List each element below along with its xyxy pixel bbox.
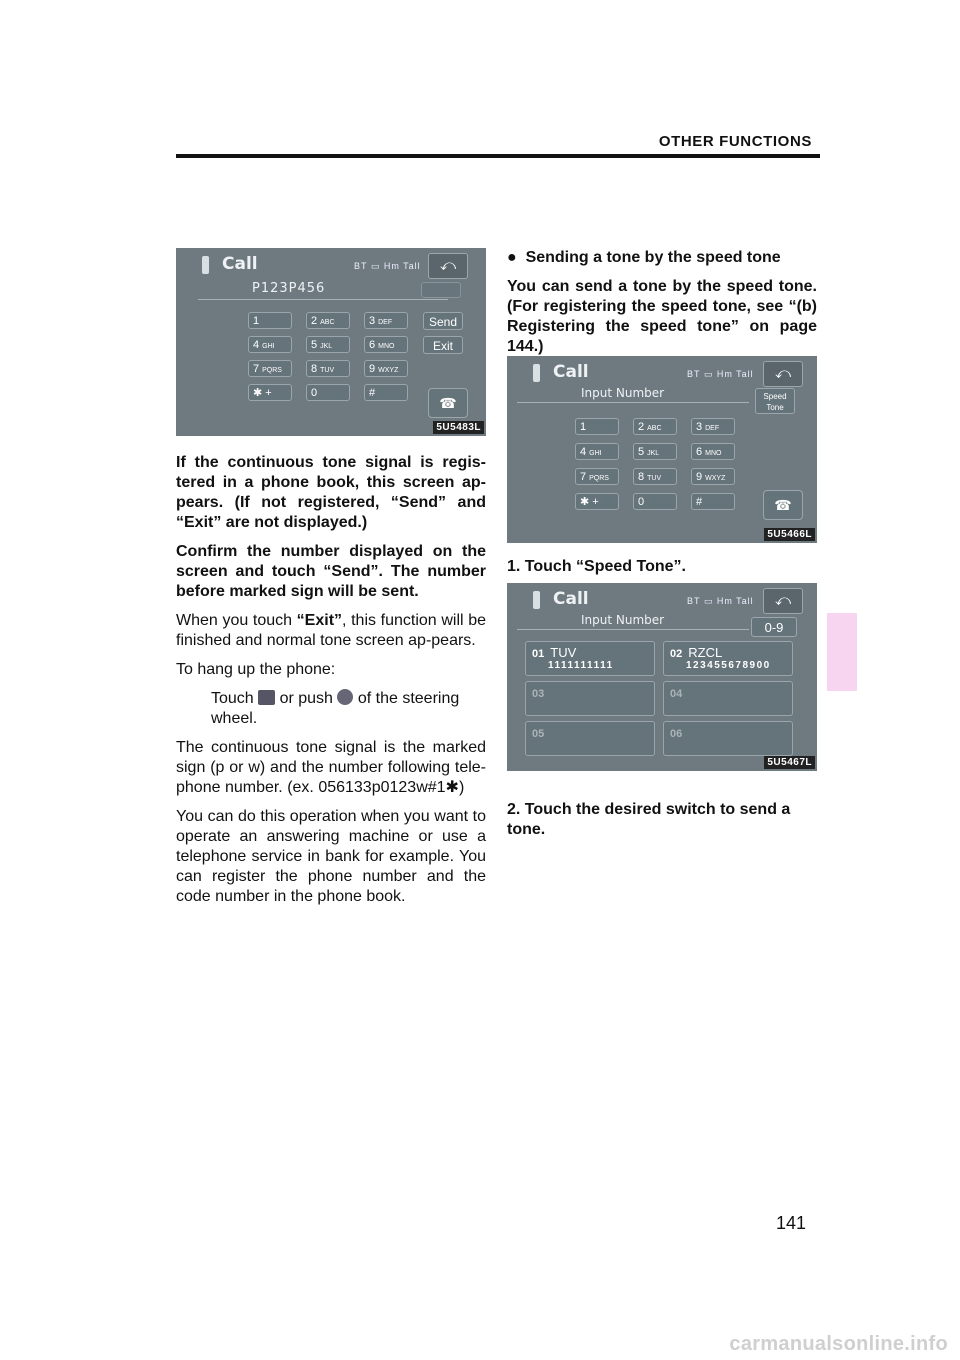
keypad-key[interactable] bbox=[306, 312, 350, 329]
steering-switch-icon bbox=[337, 689, 353, 705]
range-button[interactable]: 0-9 bbox=[751, 617, 797, 637]
key-letters: ABC bbox=[647, 425, 662, 432]
entry-number: 06 bbox=[670, 728, 683, 740]
heading bbox=[507, 248, 817, 268]
keypad-key[interactable] bbox=[248, 312, 292, 329]
speed-tone-entry[interactable] bbox=[663, 721, 793, 756]
paragraph: You can send a tone by the speed tone. (For registering the speed tone, see “(b) Registering the speed tone” on page 144.) bbox=[507, 278, 817, 355]
key-letters: DEF bbox=[378, 319, 393, 326]
keypad-key[interactable] bbox=[248, 360, 292, 377]
key-digit: 6 bbox=[696, 446, 703, 458]
key-digit: 7 bbox=[253, 363, 260, 375]
text: of the steering wheel. bbox=[211, 690, 460, 727]
keypad-key[interactable] bbox=[633, 468, 677, 485]
screen-title: Call bbox=[222, 254, 258, 274]
exit-label: “Exit” bbox=[296, 612, 343, 629]
key-letters: WXYZ bbox=[378, 367, 399, 374]
exit-button[interactable]: Exit bbox=[423, 336, 463, 354]
speed-tone-entry[interactable] bbox=[525, 721, 655, 756]
text: , this function will be finished and normal tone screen ap-pears. bbox=[176, 612, 486, 649]
key-digit: ✱ + bbox=[253, 387, 272, 399]
key-letters: JKL bbox=[320, 343, 333, 350]
keypad-key[interactable] bbox=[248, 384, 292, 401]
keypad-key[interactable] bbox=[306, 360, 350, 377]
key-digit: 4 bbox=[580, 446, 587, 458]
keypad-key[interactable] bbox=[364, 336, 408, 353]
header-rule bbox=[176, 154, 820, 158]
key-digit: 9 bbox=[369, 363, 376, 375]
text: Touch bbox=[211, 690, 259, 707]
keypad-key[interactable] bbox=[691, 468, 735, 485]
text: When you touch bbox=[176, 612, 297, 629]
key-letters: DEF bbox=[705, 425, 720, 432]
phone-icon bbox=[533, 591, 540, 609]
key-digit: ✱ + bbox=[580, 496, 599, 508]
keypad-key[interactable] bbox=[364, 384, 408, 401]
back-button[interactable]: ⤺ bbox=[763, 588, 803, 614]
key-digit: 5 bbox=[311, 339, 318, 351]
entry-number: 03 bbox=[532, 688, 545, 700]
paragraph: You can do this operation when you want to operate an answering machine or use a telephone service in bank for example. You can register the phone number and the code number in the phone book. bbox=[176, 808, 486, 905]
keypad-key[interactable] bbox=[248, 336, 292, 353]
status-icons: BT ▭ Hm Tall bbox=[354, 261, 421, 271]
number-underline bbox=[517, 402, 749, 403]
entry-number: 05 bbox=[532, 728, 545, 740]
entry-number: 04 bbox=[670, 688, 683, 700]
keypad-key[interactable] bbox=[575, 493, 619, 510]
key-digit: 1 bbox=[253, 315, 260, 327]
key-letters: ABC bbox=[320, 319, 335, 326]
keypad-key[interactable] bbox=[633, 418, 677, 435]
step-2: 2. Touch the desired switch to send a tone. bbox=[507, 801, 791, 838]
keypad-key[interactable] bbox=[691, 493, 735, 510]
speed-tone-entry[interactable] bbox=[663, 681, 793, 716]
screenshot-input-number bbox=[507, 356, 817, 543]
status-icons: BT ▭ Hm Tall bbox=[687, 596, 754, 606]
key-digit: 7 bbox=[580, 471, 587, 483]
screenshot-speed-tone-list bbox=[507, 583, 817, 771]
keypad-key[interactable] bbox=[633, 443, 677, 460]
keypad-key[interactable] bbox=[306, 336, 350, 353]
keypad-key[interactable] bbox=[575, 443, 619, 460]
section-tab bbox=[827, 613, 857, 691]
page-number: 141 bbox=[776, 1213, 807, 1233]
phone-icon bbox=[202, 256, 209, 274]
figure-code: 5U5483L bbox=[433, 421, 484, 434]
key-digit: 1 bbox=[580, 421, 587, 433]
paragraph: The continuous tone signal is the marked sign (p or w) and the number following tele-phone number. (ex. 056133p0123w#1✱) bbox=[176, 739, 486, 796]
back-button[interactable]: ⤺ bbox=[763, 361, 803, 387]
paragraph: If the continuous tone signal is regis-tered in a phone book, this screen ap-pears. (If not registered, “Send” and “Exit” are not displayed.) bbox=[176, 454, 486, 531]
key-digit: 8 bbox=[638, 471, 645, 483]
speed-tone-button[interactable]: Speed Tone bbox=[755, 388, 795, 414]
key-digit: 2 bbox=[311, 315, 318, 327]
bullet-icon: ● bbox=[507, 249, 526, 266]
key-digit: 8 bbox=[311, 363, 318, 375]
keypad-key[interactable] bbox=[306, 384, 350, 401]
dialed-number: P123P456 bbox=[252, 281, 326, 296]
back-button[interactable]: ⤺ bbox=[428, 253, 468, 279]
disabled-button bbox=[421, 282, 461, 298]
entry-number: 01 bbox=[532, 648, 545, 660]
keypad-key[interactable] bbox=[364, 312, 408, 329]
heading-text: Sending a tone by the speed tone bbox=[525, 249, 781, 266]
keypad-key[interactable] bbox=[575, 418, 619, 435]
keypad-key[interactable] bbox=[691, 418, 735, 435]
keypad-key[interactable] bbox=[691, 443, 735, 460]
key-digit: 9 bbox=[696, 471, 703, 483]
text: or push bbox=[275, 690, 338, 707]
key-digit: 4 bbox=[253, 339, 260, 351]
hang-up-icon[interactable]: ☎ bbox=[428, 388, 468, 418]
speed-tone-entry[interactable] bbox=[525, 681, 655, 716]
key-letters: WXYZ bbox=[705, 475, 726, 482]
entry-name: TUV bbox=[550, 645, 577, 660]
status-icons: BT ▭ Hm Tall bbox=[687, 369, 754, 379]
key-letters: PQRS bbox=[262, 367, 282, 374]
key-digit: # bbox=[696, 496, 703, 508]
keypad-key[interactable] bbox=[364, 360, 408, 377]
key-letters: TUV bbox=[320, 367, 335, 374]
title-underline bbox=[517, 629, 749, 630]
key-letters: TUV bbox=[647, 475, 662, 482]
phone-hangup-icon bbox=[258, 690, 275, 705]
paragraph: Confirm the number displayed on the screen and touch “Send”. The number before marked sign will be sent. bbox=[176, 543, 486, 600]
key-digit: 6 bbox=[369, 339, 376, 351]
section-header: OTHER FUNCTIONS bbox=[658, 133, 812, 150]
input-number-label: Input Number bbox=[581, 386, 665, 400]
keypad-key[interactable] bbox=[575, 468, 619, 485]
number-underline bbox=[198, 299, 448, 300]
left-column bbox=[176, 453, 486, 916]
key-letters: GHI bbox=[589, 450, 602, 457]
key-digit: 2 bbox=[638, 421, 645, 433]
input-number-label: Input Number bbox=[581, 613, 665, 627]
paragraph: To hang up the phone: bbox=[176, 661, 336, 678]
screen-title: Call bbox=[553, 589, 589, 609]
key-digit: 0 bbox=[311, 387, 318, 399]
key-letters: GHI bbox=[262, 343, 275, 350]
key-digit: # bbox=[369, 387, 376, 399]
speed-tone-entry[interactable] bbox=[663, 641, 793, 676]
entry-number: 02 bbox=[670, 648, 683, 660]
figure-code: 5U5466L bbox=[764, 528, 815, 541]
right-column bbox=[507, 248, 817, 366]
entry-name: RZCL bbox=[688, 645, 723, 660]
paragraph bbox=[176, 611, 486, 651]
hang-up-icon[interactable]: ☎ bbox=[763, 490, 803, 520]
step-1: 1. Touch “Speed Tone”. bbox=[507, 558, 686, 575]
entry-value: 1111111111 bbox=[548, 660, 614, 671]
key-letters: JKL bbox=[647, 450, 660, 457]
watermark: carmanualsonline.info bbox=[729, 1333, 948, 1355]
keypad-key[interactable] bbox=[633, 493, 677, 510]
entry-value: 123455678900 bbox=[686, 660, 771, 671]
speed-tone-entry[interactable] bbox=[525, 641, 655, 676]
phone-icon bbox=[533, 364, 540, 382]
key-digit: 5 bbox=[638, 446, 645, 458]
screenshot-call-send-exit bbox=[176, 248, 486, 436]
screen-title: Call bbox=[553, 362, 589, 382]
key-letters: PQRS bbox=[589, 475, 609, 482]
paragraph bbox=[176, 689, 486, 729]
key-letters: MNO bbox=[378, 343, 395, 350]
send-button[interactable]: Send bbox=[423, 312, 463, 330]
figure-code: 5U5467L bbox=[764, 756, 815, 769]
key-digit: 3 bbox=[369, 315, 376, 327]
key-digit: 3 bbox=[696, 421, 703, 433]
key-digit: 0 bbox=[638, 496, 645, 508]
key-letters: MNO bbox=[705, 450, 722, 457]
